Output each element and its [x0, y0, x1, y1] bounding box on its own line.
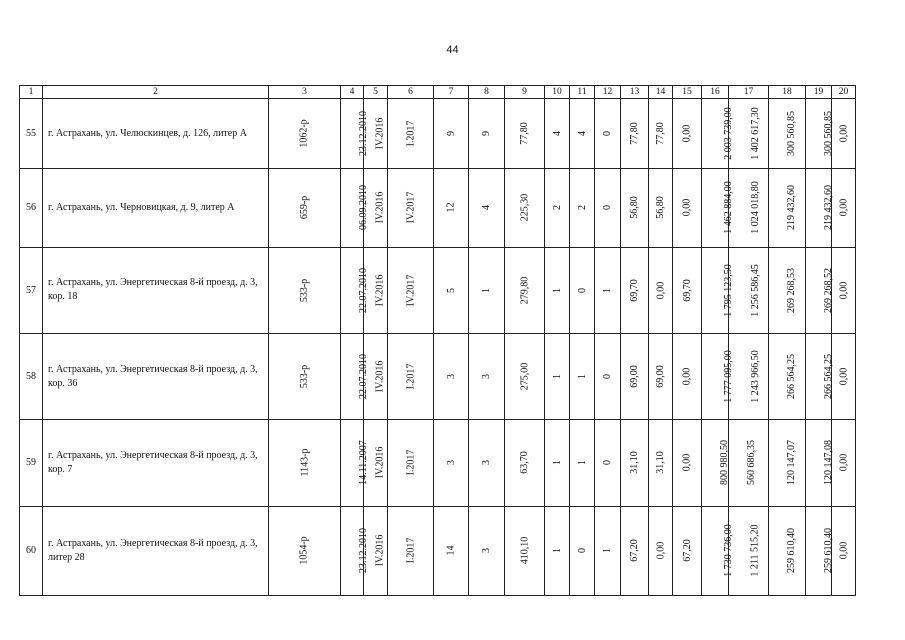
table-cell [649, 420, 673, 506]
cell-value: 0,00 [681, 124, 693, 143]
cell-value: 2 [551, 205, 563, 211]
table-cell [649, 169, 673, 247]
cell-value: 2 [576, 205, 588, 211]
cell-value: 77,80 [519, 122, 530, 145]
cell-value: 279,80 [519, 276, 530, 305]
data-table [19, 85, 856, 596]
table-cell [341, 420, 369, 506]
column-header: 14 [649, 86, 673, 99]
cell-value: 259 610,40 [786, 528, 797, 574]
column-header: 5 [364, 86, 388, 99]
table-cell [434, 506, 469, 595]
cell-value: 269 268,53 [786, 267, 797, 313]
cell-value: 275,00 [519, 362, 530, 391]
cell-value: 0 [602, 205, 613, 211]
table-cell [702, 247, 734, 333]
table-cell [702, 420, 729, 506]
cell-value: 219 432,60 [786, 185, 797, 231]
table-cell [469, 333, 505, 419]
table-cell [806, 99, 832, 169]
table-cell [729, 169, 769, 247]
table-cell [595, 420, 621, 506]
table-row [20, 506, 856, 595]
table-cell [595, 506, 621, 595]
table-cell [388, 333, 434, 419]
table-cell [702, 169, 734, 247]
table-cell [545, 169, 570, 247]
cell-value: 77,80 [629, 122, 640, 145]
cell-value: 1 462 884,00 [722, 181, 734, 235]
cell-value: IV.2016 [374, 360, 386, 393]
table-cell [434, 247, 469, 333]
column-header: 11 [570, 86, 595, 99]
table-cell [388, 99, 434, 169]
cell-value: 69,00 [655, 365, 666, 388]
table-cell [545, 506, 570, 595]
cell-value: 56,80 [655, 196, 666, 220]
table-cell [469, 420, 505, 506]
cell-value: 0,00 [838, 542, 849, 560]
table-cell [505, 420, 545, 506]
table-cell [729, 333, 769, 419]
table-cell [570, 333, 595, 419]
cell-value: 31,10 [655, 451, 666, 475]
table-cell [621, 169, 649, 247]
table-cell [729, 420, 769, 506]
cell-value: 69,00 [629, 365, 640, 388]
cell-value: 1143-р [299, 448, 310, 477]
table-cell [673, 99, 702, 169]
row-number: 58 [20, 333, 43, 419]
table-cell [505, 99, 545, 169]
table-cell [469, 99, 505, 169]
cell-value: 3 [481, 548, 492, 554]
table-cell [769, 506, 806, 595]
table-cell [570, 99, 595, 169]
cell-value: IV.2016 [374, 192, 386, 224]
table-cell [649, 333, 673, 419]
cell-value: 22.07.2010 [358, 354, 369, 400]
table-cell [570, 506, 595, 595]
cell-value: 31,10 [629, 451, 640, 475]
table-cell [570, 420, 595, 506]
cell-value: 1 402 617,30 [749, 107, 761, 160]
table-cell [269, 169, 341, 247]
cell-value: IV.2016 [374, 117, 386, 150]
cell-value: I.2017 [405, 537, 416, 564]
table-cell [832, 99, 856, 169]
cell-value: 1 024 018,80 [749, 181, 761, 235]
table-cell [832, 506, 856, 595]
table-cell [806, 333, 832, 419]
cell-value: 659-р [299, 196, 310, 220]
column-header: 8 [469, 86, 505, 99]
address-cell: г. Астрахань, ул. Энергетическая 8-й проезд, д. 3, кор. 36 [43, 333, 269, 419]
cell-value: 1 [576, 460, 588, 466]
table-cell [649, 506, 673, 595]
table-cell [469, 506, 505, 595]
address-cell: г. Астрахань, ул. Энергетическая 8-й проезд, д. 3, кор. 18 [43, 247, 269, 333]
table-cell [806, 169, 832, 247]
column-header: 9 [505, 86, 545, 99]
table-cell [702, 99, 734, 169]
cell-value: 22.07.2010 [358, 267, 369, 313]
cell-value: 4 [481, 205, 492, 211]
table-cell [673, 506, 702, 595]
cell-value: 259 610,40 [823, 528, 834, 574]
column-header: 6 [388, 86, 434, 99]
cell-value: 1 256 586,45 [749, 264, 761, 317]
column-header: 16 [702, 86, 729, 99]
cell-value: 1 243 966,50 [749, 350, 761, 403]
column-header: 3 [269, 86, 341, 99]
cell-value: 14.11.2007 [357, 440, 369, 486]
row-number: 59 [20, 420, 43, 506]
table-cell [595, 99, 621, 169]
row-number: 56 [20, 169, 43, 247]
column-header: 19 [806, 86, 832, 99]
cell-value: 560 686,35 [746, 440, 757, 486]
cell-value: IV.2016 [374, 274, 386, 307]
cell-value: 0,00 [838, 367, 849, 386]
cell-value: I.2017 [405, 120, 416, 147]
cell-value: 9 [481, 131, 492, 137]
table-cell [769, 99, 806, 169]
table-cell [545, 420, 570, 506]
column-header: 18 [769, 86, 806, 99]
table-cell [769, 420, 806, 506]
cell-value: 300 560,85 [823, 111, 834, 157]
table-cell [570, 247, 595, 333]
cell-value: 56,80 [629, 196, 640, 220]
cell-value: 3 [481, 460, 492, 466]
table-cell [595, 169, 621, 247]
cell-value: 1 [551, 287, 563, 293]
table-cell [341, 99, 369, 169]
table-cell [621, 506, 649, 595]
cell-value: 219 432,60 [823, 185, 834, 231]
cell-value: 67,20 [681, 539, 693, 563]
table-cell [388, 169, 434, 247]
cell-value: 3 [481, 374, 492, 380]
table-cell [806, 247, 832, 333]
table-cell [673, 420, 702, 506]
cell-value: 225,30 [519, 194, 530, 222]
cell-value: IV.2017 [404, 192, 416, 224]
cell-value: 0 [602, 131, 613, 137]
table-cell [434, 169, 469, 247]
cell-value: 410,10 [519, 537, 530, 565]
cell-value: 0 [602, 460, 613, 466]
cell-value: 23.12.2010 [358, 111, 369, 157]
table-cell [434, 333, 469, 419]
column-header: 17 [729, 86, 769, 99]
column-header: 10 [545, 86, 570, 99]
cell-value: 0,00 [681, 454, 693, 472]
cell-value: 67,20 [629, 539, 640, 563]
cell-value: IV.2016 [374, 534, 386, 567]
table-cell [649, 99, 673, 169]
table-cell [545, 99, 570, 169]
table-cell [269, 333, 341, 419]
cell-value: 77,80 [655, 122, 666, 145]
table-cell [621, 99, 649, 169]
cell-value: 1 [551, 374, 563, 380]
table-row [20, 169, 856, 247]
column-header: 1 [20, 86, 43, 99]
cell-value: 1062-р [299, 119, 310, 148]
table-cell [621, 420, 649, 506]
cell-value: 4 [576, 131, 588, 137]
table-cell [269, 506, 341, 595]
address-cell: г. Астрахань, ул. Энергетическая 8-й проезд, д. 3, литер 28 [43, 506, 269, 595]
address-cell: г. Астрахань, ул. Энергетическая 8-й проезд, д. 3, кор. 7 [43, 420, 269, 506]
table-cell [673, 333, 702, 419]
cell-value: 0 [602, 374, 613, 380]
column-header: 2 [43, 86, 269, 99]
address-cell: г. Астрахань, ул. Черновицкая, д. 9, литер А [43, 169, 269, 247]
table-row [20, 420, 856, 506]
table-cell [595, 333, 621, 419]
cell-value: 0,00 [655, 542, 666, 560]
cell-value: 1054-р [299, 536, 310, 565]
table-cell [832, 420, 856, 506]
table-cell [388, 506, 434, 595]
table-cell [269, 247, 341, 333]
row-number: 57 [20, 247, 43, 333]
cell-value: 1 [481, 287, 492, 293]
table-cell [832, 169, 856, 247]
table-cell [269, 99, 341, 169]
table-cell [469, 169, 505, 247]
cell-value: 3 [445, 460, 457, 466]
table-cell [341, 169, 369, 247]
table-cell [388, 420, 434, 506]
cell-value: 69,70 [629, 279, 640, 302]
table-cell [570, 169, 595, 247]
table-cell [341, 506, 369, 595]
table-row [20, 333, 856, 419]
table-cell [649, 247, 673, 333]
row-number: 55 [20, 99, 43, 169]
table-cell [341, 247, 369, 333]
table-cell [434, 99, 469, 169]
column-header: 13 [621, 86, 649, 99]
table-cell [702, 333, 734, 419]
cell-value: 0,00 [681, 367, 693, 386]
cell-value: 0,00 [838, 454, 849, 472]
table-cell [341, 333, 369, 419]
cell-value: I.2017 [405, 363, 416, 390]
header-row [20, 86, 856, 99]
table-cell [595, 247, 621, 333]
page-number: 44 [446, 44, 459, 56]
cell-value: 0,00 [655, 281, 666, 300]
cell-value: 1 [551, 460, 563, 466]
table-cell [388, 247, 434, 333]
cell-value: 800 980,50 [719, 440, 730, 486]
table-cell [729, 506, 769, 595]
address-cell: г. Астрахань, ул. Челюскинцев, д. 126, литер А [43, 99, 269, 169]
cell-value: 120 147,07 [786, 440, 797, 486]
cell-value: 300 560,85 [786, 111, 797, 157]
cell-value: 0 [576, 548, 588, 554]
table-cell [434, 420, 469, 506]
table-row [20, 99, 856, 169]
cell-value: 0 [576, 287, 588, 293]
table-cell [806, 420, 832, 506]
cell-value: 63,70 [519, 451, 530, 475]
cell-value: 1 [551, 548, 563, 554]
cell-value: 1 777 095,00 [722, 350, 734, 403]
cell-value: 0,00 [681, 199, 693, 217]
cell-value: 1 [576, 374, 588, 380]
table-cell [673, 247, 702, 333]
column-header: 12 [595, 86, 621, 99]
cell-value: 269 268,52 [823, 267, 834, 313]
cell-value: 9 [445, 131, 457, 137]
table-cell [806, 506, 832, 595]
cell-value: 1 211 515,20 [749, 524, 761, 577]
cell-value: IV.2017 [404, 274, 416, 307]
cell-value: 266 564,25 [823, 354, 834, 400]
table-cell [621, 247, 649, 333]
table-cell [769, 333, 806, 419]
cell-value: 1 [602, 287, 613, 293]
cell-value: 0,00 [838, 281, 849, 300]
cell-value: 266 564,25 [786, 354, 797, 400]
table-cell [621, 333, 649, 419]
table-cell [769, 169, 806, 247]
cell-value: 4 [551, 131, 563, 137]
cell-value: 23.12.2010 [358, 528, 369, 574]
column-header: 20 [832, 86, 856, 99]
cell-value: I.2017 [405, 450, 416, 476]
table-cell [269, 420, 341, 506]
table-cell [505, 506, 545, 595]
column-header: 15 [673, 86, 702, 99]
cell-value: 1 [602, 548, 613, 554]
cell-value: 0,00 [838, 199, 849, 217]
cell-value: 69,70 [681, 279, 693, 302]
column-header: 4 [341, 86, 364, 99]
table-cell [505, 333, 545, 419]
table-cell [545, 247, 570, 333]
table-cell [469, 247, 505, 333]
table-row [20, 247, 856, 333]
table-cell [545, 333, 570, 419]
cell-value: 1 730 736,00 [722, 524, 734, 578]
table-cell [702, 506, 734, 595]
cell-value: 14 [445, 545, 457, 556]
table-cell [673, 169, 702, 247]
table-cell [505, 247, 545, 333]
cell-value: 3 [445, 374, 457, 380]
cell-value: 2 003 739,00 [722, 107, 734, 160]
cell-value: 5 [445, 287, 457, 293]
table-cell [729, 247, 769, 333]
table-cell [769, 247, 806, 333]
table-cell [505, 169, 545, 247]
table-cell [729, 99, 769, 169]
cell-value: 1 795 123,50 [722, 264, 734, 317]
column-header: 7 [434, 86, 469, 99]
row-number: 60 [20, 506, 43, 595]
table-cell [832, 333, 856, 419]
cell-value: 533-р [299, 278, 310, 302]
cell-value: 533-р [299, 364, 310, 389]
cell-value: 0,00 [838, 124, 849, 143]
cell-value: 06.09.2010 [358, 185, 369, 231]
cell-value: IV.2016 [374, 447, 386, 479]
cell-value: 120 147,08 [823, 440, 834, 486]
table-cell [832, 247, 856, 333]
cell-value: 12 [445, 202, 457, 213]
